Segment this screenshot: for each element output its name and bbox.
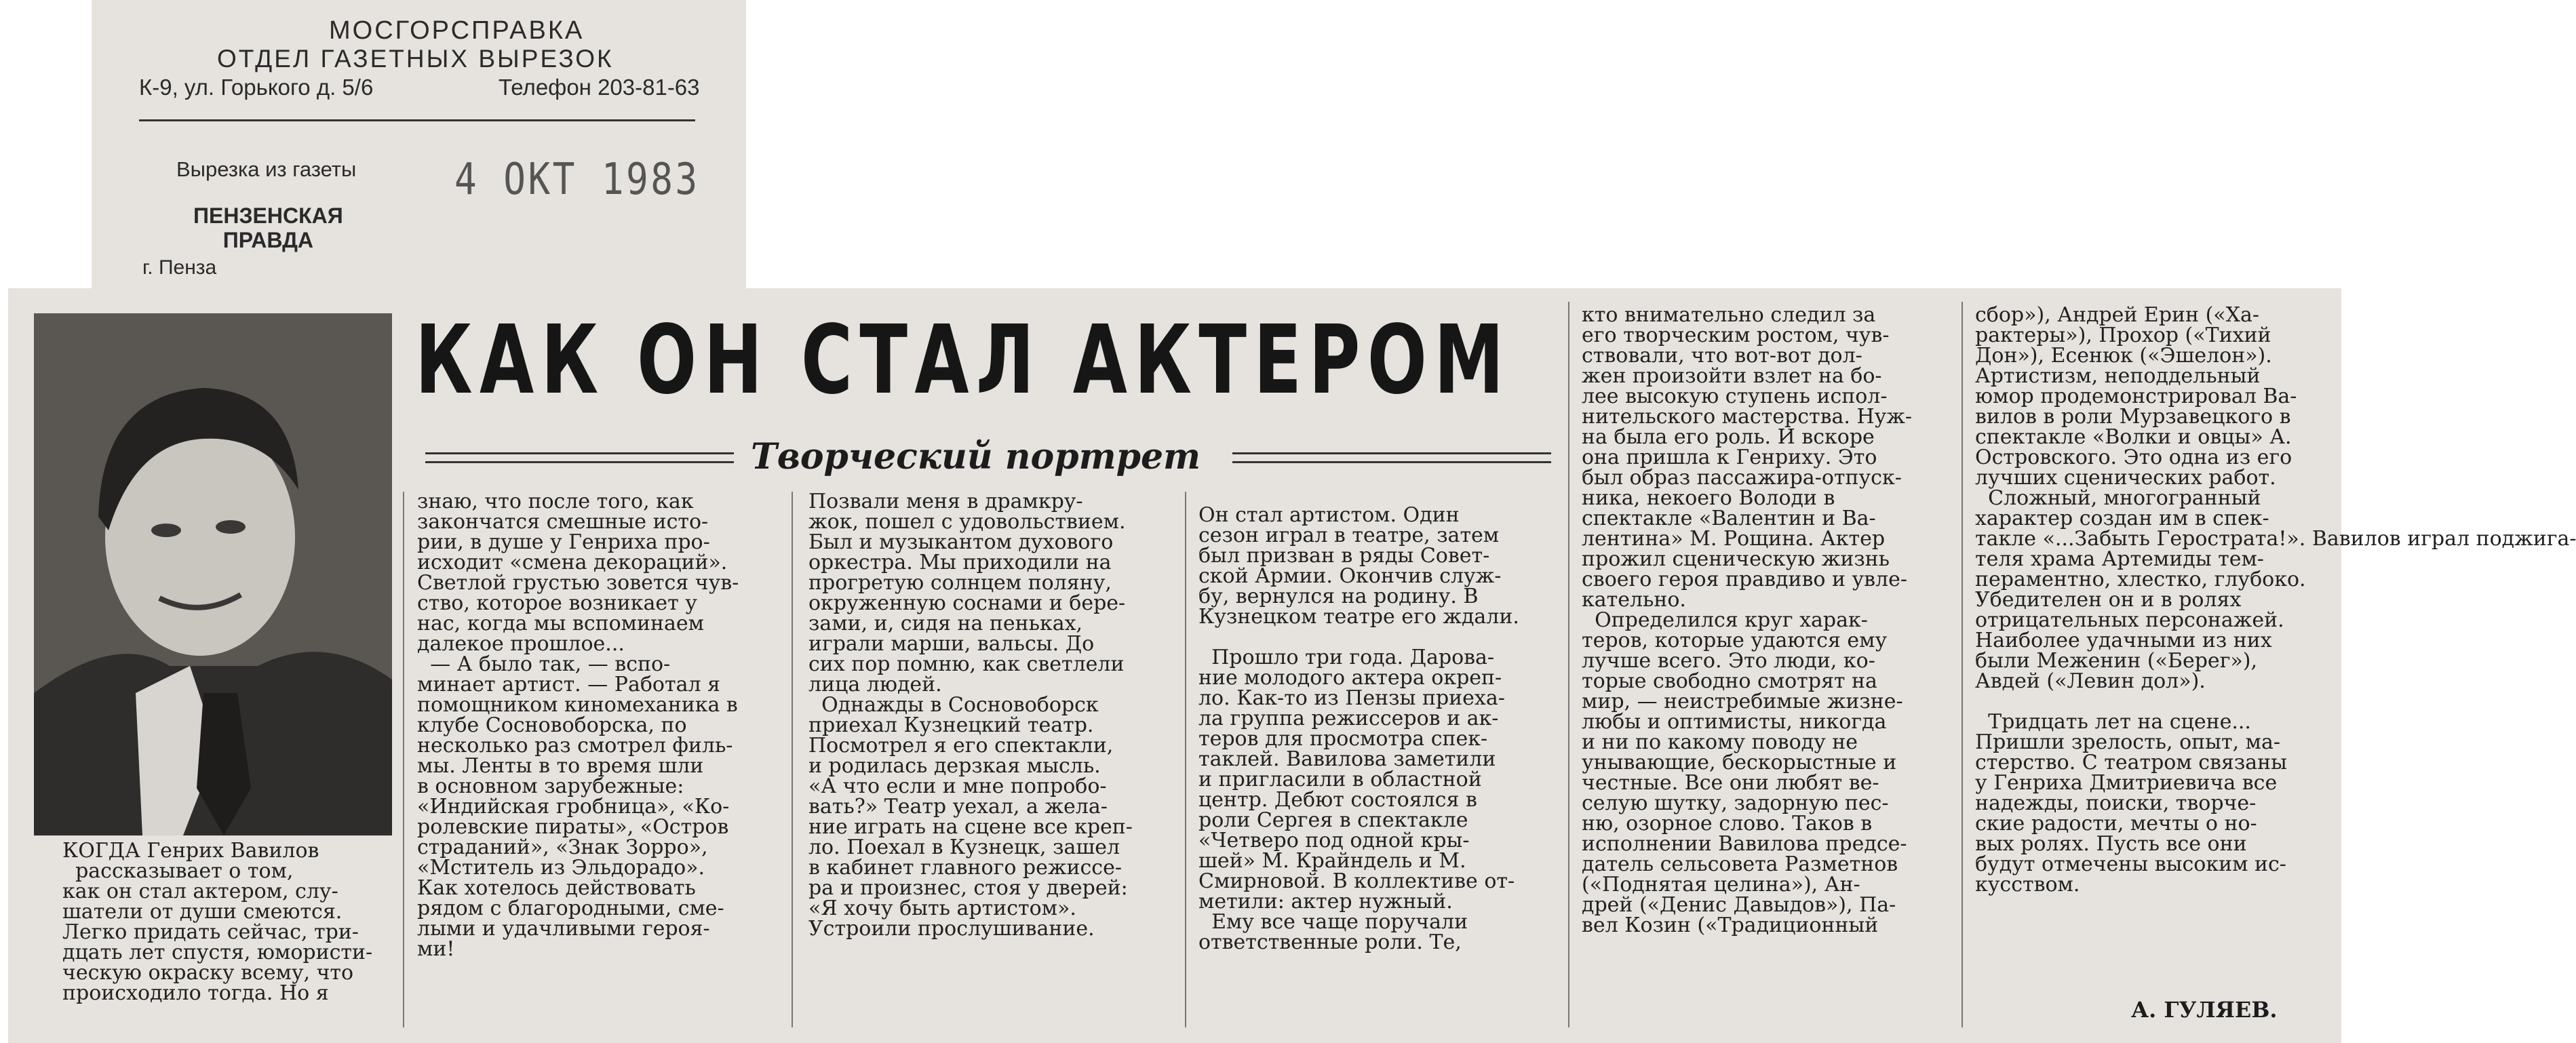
author-signature: А. ГУЛЯЕВ. xyxy=(2131,997,2278,1023)
newspaper-article xyxy=(8,288,2576,1043)
article-column-1: знаю, что после того, как закончатся смешные исто- рии, в душе у Генриха про- исходит «смена декораций». Светлой грустью зовется чув- ство, которое возникает у нас, когда мы вспоминаем далекое прошлое... — А было так, — вспо- минает артист. — Работал я помощником киномеханика в клубе Сосновоборска, по несколько раз смотрел филь- мы. Ленты в то время шли в основном зарубежные: «Индийская гробница», «Ко- ролевские пираты», «Остров страданий», «Знак Зорро», «Мститель из Эльдорадо». Как хотелось действовать рядом с благородными, сме- лыми и удачливыми героя- ми! xyxy=(417,490,739,961)
stamp-org: МОСГОРСПРАВКА xyxy=(329,16,585,45)
article-column-2: Позвали меня в драмкру- жок, пошел с удовольствием. Был и музыкантом духового оркестра. Мы приходили на прогретую солнцем поляну, окруженную соснами и бере- зами, и, сидя на пеньках, играли марши, вальсы. До сих пор помню, как светлели лица людей. Однажды в Сосновоборск приехал Кузнецкий театр. Посмотрел я его спектакли, и родилась дерзкая мысль. «А что если и мне попробо- вать?» Театр уехал, а жела- ние играть на сцене все креп- ло. Поехал в Кузнецк, зашел в кабинет главного режиссе- ра и произнес, стоя у дверей: «Я хочу быть артистом». Устроили прослушивание. xyxy=(808,490,1133,941)
stamp-city: г. Пенза xyxy=(142,256,217,279)
column-divider xyxy=(403,492,404,1027)
portrait-photo-icon xyxy=(34,313,392,835)
article-column-5: сбор»), Андрей Ерин («Ха- рактеры»), Прохор («Тихий Дон»), Есенюк («Эшелон»). Артистизм, неподдельный юмор продемонстрировал Ва- вилов в роли Мурзавецкого в спектакле «Волки и овцы» А. Островского. Это одна из его лучших сценических работ. Сложный, многогранный характер создан им в спек- такле «...Забыть Герострата!». Вавилов играл поджига- теля храма Артемиды тем- пераментно, хлестко, глубоко. Убедителен он и в ролях отрицательных персонажей. Наиболее удачными из них были Меженин («Берег»), Авдей («Левин дол»). Тридцать лет на сцене... Пришли зрелость, опыт, ма- стерство. С театром связаны у Генриха Дмитриевича все надежды, поиски, творче- ские радости, мечты о но- вых ролях. Пусть все они будут отмечены высоким ис- кусством. xyxy=(1975,303,2576,897)
subtitle-rule-right-2 xyxy=(1232,461,1551,463)
photo-caption-paragraph: КОГДА Генрих Вавилов рассказывает о том, как он стал актером, слу- шатели от души смеются. Легко придать сейчас, три- дцать лет спустя, юмористи- ческую окраску всему, что происходило тогда. Но я xyxy=(62,839,373,1005)
stamp-newspaper xyxy=(193,203,343,252)
subtitle-rule-right xyxy=(1232,452,1551,454)
article-column-3: Он стал артистом. Один сезон играл в театре, затем был призван в ряды Совет- ской Армии. Окончив служ- бу, вернулся на родину. В Кузнецком театре его ждали. Прошло три года. Дарова- ние молодого актера окреп- ло. Как-то из Пензы приеха- ла группа режиссеров и ак- теров для просмотра спек- таклей. Вавилова заметили и пригласили в областной центр. Дебют состоялся в роли Сергея в спектакле «Четверо под одной кры- шей» М. Крайндель и М. Смирновой. В коллективе от- метили: актер нужный. Ему все чаще поручали ответственные роли. Те, xyxy=(1198,503,1519,954)
article-column-4: кто внимательно следил за его творческим ростом, чув- ствовали, что вот-вот дол- жен произойти взлет на бо- лее высокую ступень испол- нительского мастерства. Нуж- на была его роль. И вскоре она пришла к Генриху. Это был образ пассажира-отпуск- ника, некоего Володи в спектакле «Валентин и Ва- лентина» М. Рощина. Актер прожил сценическую жизнь своего героя правдиво и увле- кательно. Определился круг харак- теров, которые удаются ему лучше всего. Это люди, ко- торые свободно смотрят на мир, — неистребимые жизне- любы и оптимисты, никогда и ни по какому поводу не унывающие, бескорыстные и честные. Все они любят ве- селую шутку, задорную пес- ню, озорное слово. Таков в исполнении Вавилова предсе- датель сельсовета Разметнов («Поднятая целина»), Ан- дрей («Денис Давыдов»), Па- вел Козин («Традиционный xyxy=(1582,303,1913,937)
stamp-divider xyxy=(139,119,695,121)
newspaper-name-line1: ПЕНЗЕНСКАЯ xyxy=(193,203,343,228)
stamp-cut-from: Вырезка из газеты xyxy=(176,157,357,181)
stamp-address: К-9, ул. Горького д. 5/6 xyxy=(139,75,374,100)
portrait-photo xyxy=(34,313,392,835)
newspaper-name-line2: ПРАВДА xyxy=(222,228,313,252)
stamp-department: ОТДЕЛ ГАЗЕТНЫХ ВЫРЕЗОК xyxy=(217,45,614,73)
subtitle-rule-left xyxy=(425,452,734,454)
article-title: КАК ОН СТАЛ АКТЕРОМ xyxy=(415,305,1511,416)
column-divider xyxy=(1568,302,1569,1027)
subtitle-rule-left-2 xyxy=(425,461,734,463)
date-stamp: 4 ОКТ 1983 xyxy=(454,155,700,205)
article-subtitle: Творческий портрет xyxy=(751,436,1201,477)
stamp-phone: Телефон 203-81-63 xyxy=(499,75,700,100)
clipping-bureau-stamp xyxy=(92,0,746,288)
column-divider xyxy=(1185,492,1186,1027)
column-divider xyxy=(1962,302,1963,1027)
column-divider xyxy=(792,492,793,1027)
